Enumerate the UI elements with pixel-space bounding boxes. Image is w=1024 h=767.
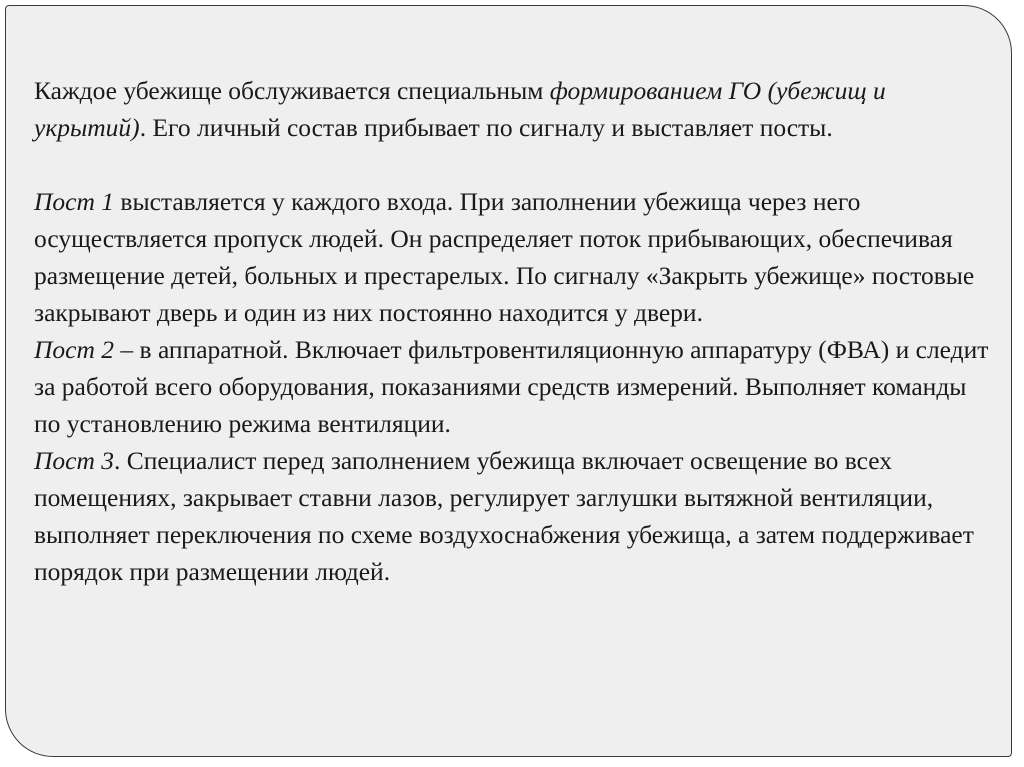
post3-paragraph <box>34 442 994 590</box>
intro-text-2: . Его личный состав прибывает по сигналу и выставляет посты. <box>139 113 833 142</box>
post1-text: выставляется у каждого входа. При заполнении убежища через него осуществляется пропуск людей. Он распределяет поток прибывающих, обеспечивая размещение детей, больных и престарелых. По сигналу «Закрыть убежище» постовые закрывают дверь и один из них постоянно находится у двери. <box>34 187 975 327</box>
post2-label: Пост 2 – <box>34 335 134 364</box>
post1-paragraph <box>34 183 994 331</box>
post2-text: в аппаратной. Включает фильтровентиляционную аппаратуру (ФВА) и следит за работой всего оборудования, показаниями средств измерений. Выполняет команды по установлению режима вентиляции. <box>34 335 989 438</box>
slide-content <box>34 72 994 590</box>
post3-label: Пост 3 <box>34 446 115 475</box>
paragraph-gap <box>34 146 994 183</box>
intro-italic-term: формированием ГО (убежищ и укрытий) <box>34 76 886 142</box>
post3-text: . Специалист перед заполнением убежища включает освещение во всех помещениях, закрывает ставни лазов, регулирует заглушки вытяжной вентиляции, выполняет переключения по схеме воздухоснабжения убежища, а затем поддерживает порядок при размещении людей. <box>34 446 974 586</box>
intro-paragraph <box>34 72 994 146</box>
intro-text-1: Каждое убежище обслуживается специальным <box>34 76 550 105</box>
post2-paragraph <box>34 331 994 442</box>
post1-label: Пост 1 <box>34 187 115 216</box>
